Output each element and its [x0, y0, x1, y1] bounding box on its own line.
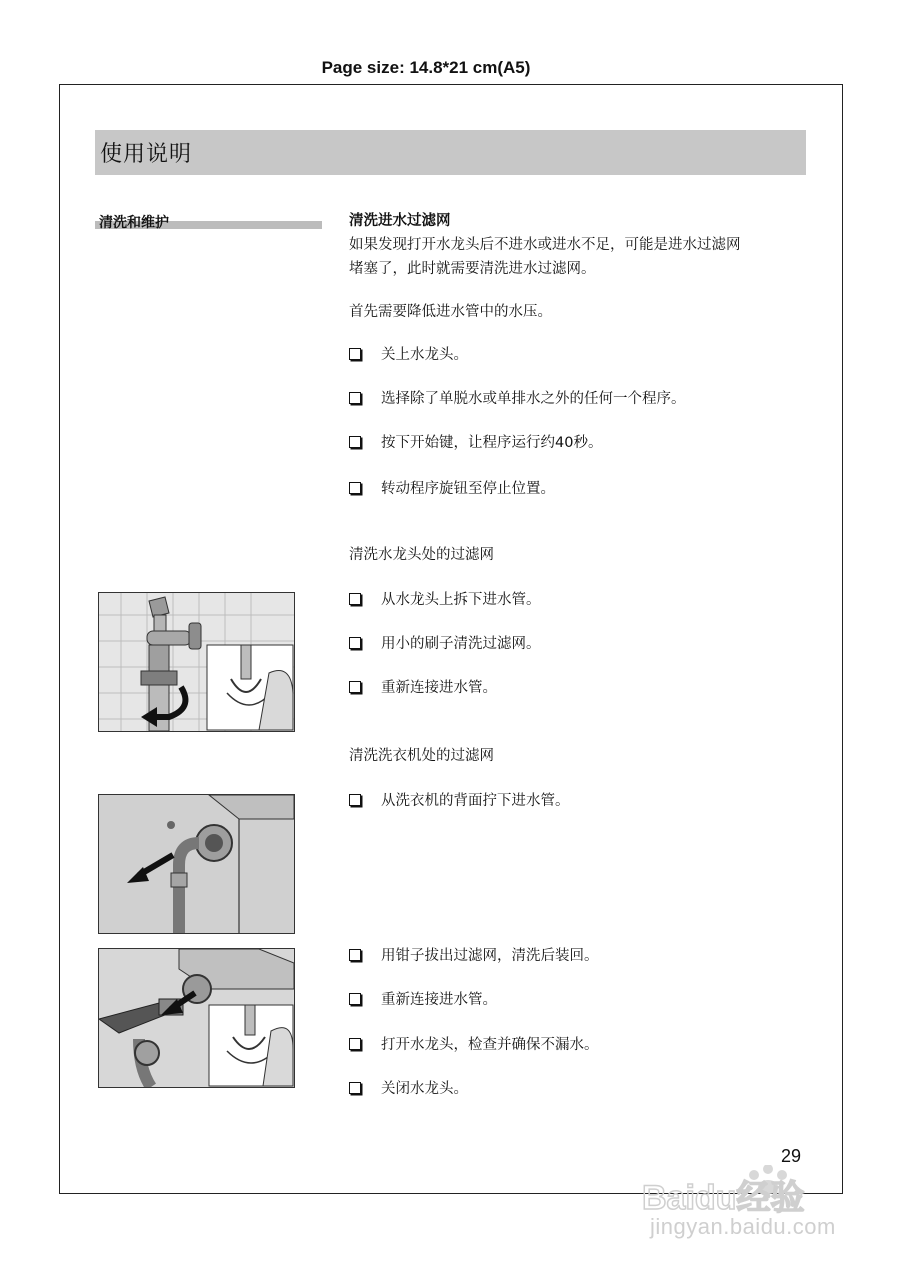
- filter-heading: 清洗进水过滤网: [349, 213, 451, 229]
- faucet-illustration: [98, 592, 295, 732]
- checkbox-bullet-icon: [349, 949, 361, 961]
- list-item: 选择除了单脱水或单排水之外的任何一个程序。: [349, 389, 686, 409]
- checkbox-bullet-icon: [349, 348, 361, 360]
- list-item: 重新连接进水管。: [349, 990, 497, 1010]
- list-item: 用钳子拔出过滤网，清洗后装回。: [349, 946, 599, 966]
- list-item: 用小的刷子清洗过滤网。: [349, 634, 541, 654]
- checkbox-bullet-icon: [349, 436, 361, 448]
- list-item: 重新连接进水管。: [349, 678, 497, 698]
- list-item: 从水龙头上拆下进水管。: [349, 590, 541, 610]
- list-item: 关闭水龙头。: [349, 1079, 468, 1099]
- checkbox-bullet-icon: [349, 482, 361, 494]
- pliers-filter-drawing: [99, 949, 294, 1087]
- faucet-filter-heading: 清洗水龙头处的过滤网: [349, 547, 494, 563]
- list-item: 关上水龙头。: [349, 345, 468, 365]
- checkbox-bullet-icon: [349, 637, 361, 649]
- watermark-logo-text: Baidu经验: [642, 1179, 805, 1217]
- faucet-drawing: [99, 593, 294, 731]
- machine-filter-heading: 清洗洗衣机处的过滤网: [349, 748, 494, 764]
- list-item: 按下开始键，让程序运行约40秒。: [349, 433, 602, 453]
- page-number: 29: [781, 1146, 802, 1166]
- checkbox-bullet-icon: [349, 681, 361, 693]
- checkbox-bullet-icon: [349, 392, 361, 404]
- page-size-note: Page size: 14.8*21 cm(A5): [321, 58, 531, 77]
- checkbox-bullet-icon: [349, 593, 361, 605]
- header-bar: [95, 130, 806, 175]
- page-title: 使用说明: [100, 142, 193, 167]
- pressure-note: 首先需要降低进水管中的水压。: [349, 304, 552, 320]
- intro-line-1: 如果发现打开水龙头后不进水或进水不足，可能是进水过滤网: [349, 237, 741, 253]
- list-item: 转动程序旋钮至停止位置。: [349, 479, 555, 499]
- list-item: 打开水龙头，检查并确保不漏水。: [349, 1035, 599, 1055]
- list-item: 从洗衣机的背面拧下进水管。: [349, 791, 570, 811]
- watermark-url: jingyan.baidu.com: [650, 1214, 836, 1239]
- machine-back-drawing: [99, 795, 294, 933]
- checkbox-bullet-icon: [349, 993, 361, 1005]
- intro-line-2: 堵塞了，此时就需要清洗进水过滤网。: [349, 261, 596, 277]
- section-label: 清洗和维护: [99, 215, 169, 231]
- checkbox-bullet-icon: [349, 1038, 361, 1050]
- checkbox-bullet-icon: [349, 794, 361, 806]
- machine-back-illustration: [98, 794, 295, 934]
- pliers-filter-illustration: [98, 948, 295, 1088]
- checkbox-bullet-icon: [349, 1082, 361, 1094]
